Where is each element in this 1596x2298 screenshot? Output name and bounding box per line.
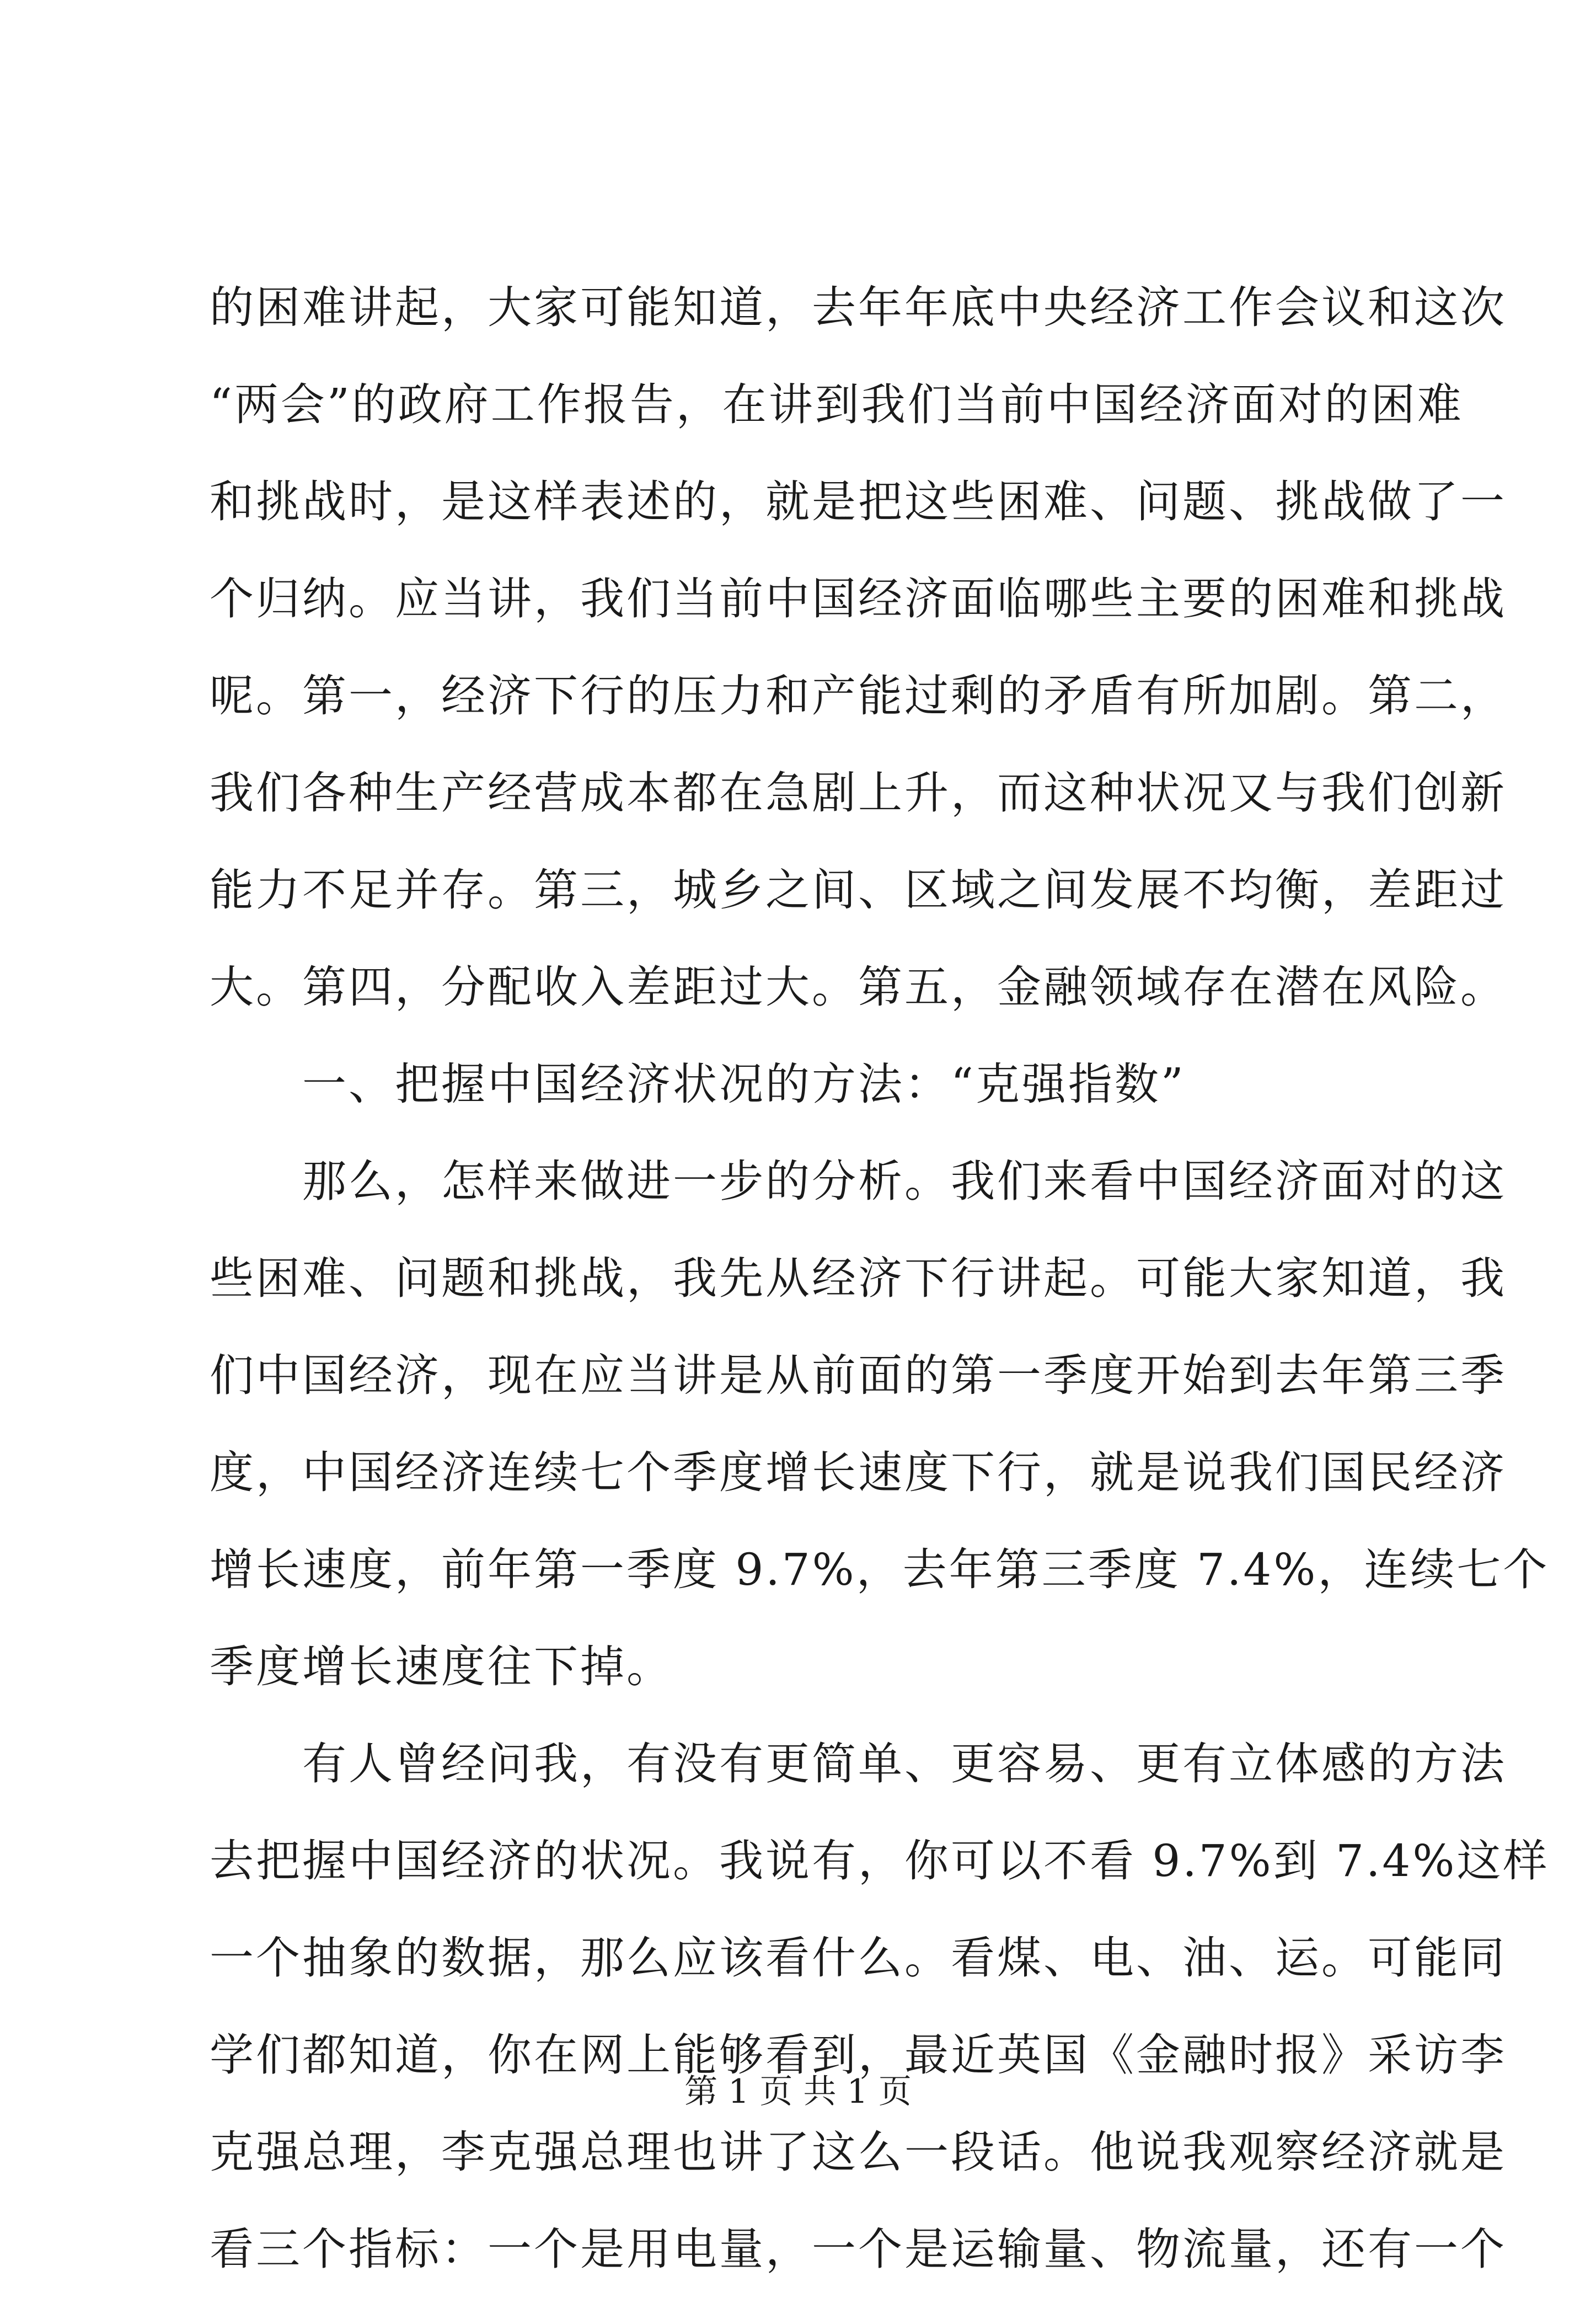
text-line: 去把握中国经济的状况。我说有，你可以不看 9.7%到 7.4%这样 [210,1835,1550,1887]
text-line: 些困难、问题和挑战，我先从经济下行讲起。可能大家知道，我 [210,1253,1507,1304]
text-line: 呢。第一，经济下行的压力和产能过剩的矛盾有所加剧。第二， [210,670,1507,722]
page-footer [0,2070,1596,2114]
text-line: 那么，怎样来做进一步的分析。我们来看中国经济面对的这 [302,1156,1507,1207]
text-line: 季度增长速度往下掉。 [210,1641,673,1692]
text-line: 们中国经济，现在应当讲是从前面的第一季度开始到去年第三季 [210,1350,1507,1401]
text-line: 大。第四，分配收入差距过大。第五，金融领域存在潜在风险。 [210,961,1507,1013]
document-body [210,259,1550,2298]
text-line: 的困难讲起，大家可能知道，去年年底中央经济工作会议和这次 [210,282,1507,333]
text-line: 个归纳。应当讲，我们当前中国经济面临哪些主要的困难和挑战 [210,573,1507,624]
text-line: 一个抽象的数据，那么应该看什么。看煤、电、油、运。可能同 [210,1932,1507,1984]
text-line: 和挑战时，是这样表述的，就是把这些困难、问题、挑战做了一 [210,476,1507,527]
text-line: 看三个指标：一个是用电量，一个是运输量、物流量，还有一个 [210,2224,1507,2275]
text-line: 增长速度，前年第一季度 9.7%，去年第三季度 7.4%，连续七个 [210,1544,1550,1595]
text-line: 我们各种生产经营成本都在急剧上升，而这种状况又与我们创新 [210,767,1507,819]
text-line: 克强总理，李克强总理也讲了这么一段话。他说我观察经济就是 [210,2126,1507,2178]
text-line: 能力不足并存。第三，城乡之间、区域之间发展不均衡，差距过 [210,864,1507,916]
text-line: “两会”的政府工作报告，在讲到我们当前中国经济面对的困难 [210,379,1464,430]
text-line: 学们都知道，你在网上能够看到，最近英国《金融时报》采访李 [210,2029,1507,2081]
text-line: 度，中国经济连续七个季度增长速度下行，就是说我们国民经济 [210,1447,1507,1498]
page-number: 第 1 页 共 1 页 [684,2072,912,2111]
text-line: 有人曾经问我，有没有更简单、更容易、更有立体感的方法 [302,1738,1507,1789]
section-heading: 一、把握中国经济状况的方法：“克强指数” [302,1059,1186,1110]
